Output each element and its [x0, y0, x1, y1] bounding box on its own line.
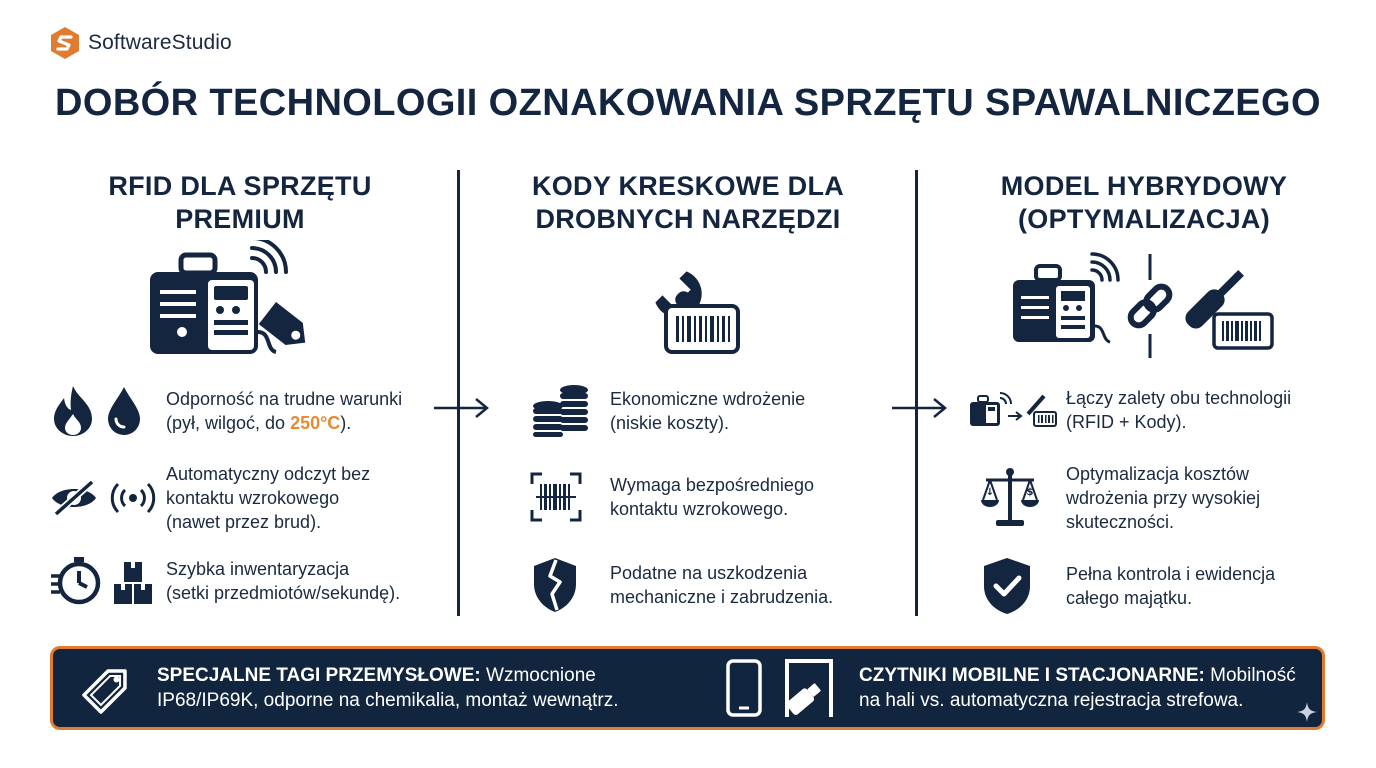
feature-text: Pełna kontrola i ewidencja całego majątku.	[1066, 564, 1276, 608]
brand-name: SoftwareStudio	[88, 31, 232, 54]
column-title: KODY KRESKOWE DLA DROBNYCH NARZĘDZI	[531, 171, 845, 234]
svg-text:↓: ↓	[985, 487, 995, 498]
feature-item	[530, 472, 814, 522]
feature-text: Odporność na trudne warunki (pył, wilgoć, do 250°C).	[166, 389, 403, 433]
shield-check-icon	[980, 556, 1034, 616]
feature-text: Szybka inwentaryzacja (setki przedmiotów/sekundę).	[166, 559, 401, 603]
feature-text: Łączy zalety obu technologii (RFID + Kody).	[1066, 388, 1292, 432]
temperature-highlight: 250°C	[290, 413, 341, 433]
feature-text: Automatyczny odczyt bez kontaktu wzrokowego (nawet przez brud).	[166, 464, 371, 532]
balance-scale-icon	[980, 466, 1040, 530]
coin-stacks-icon	[530, 384, 590, 438]
column-hybrid	[944, 170, 1344, 236]
info-banner	[50, 646, 1325, 730]
arrow-right-icon	[432, 396, 492, 420]
barcode-scan-icon	[530, 472, 582, 522]
stopwatch-icon	[50, 556, 102, 606]
banner-item-readers	[725, 649, 1296, 727]
feature-item	[50, 556, 400, 606]
column-divider	[457, 170, 460, 616]
eye-slash-icon	[50, 478, 98, 518]
industrial-tag-icon	[75, 655, 141, 721]
feature-text: Optymalizacja kosztów wdrożenia przy wysokiej skuteczności.	[1066, 464, 1261, 532]
hybrid-mini-icon	[968, 390, 1058, 430]
smartphone-icon	[725, 658, 763, 718]
brand	[50, 26, 232, 60]
page-title: DOBÓR TECHNOLOGII OZNAKOWANIA SPRZĘTU SPAWALNICZEGO	[55, 82, 1321, 124]
feature-item	[530, 556, 833, 614]
feature-text: Ekonomiczne wdrożenie (niskie koszty).	[610, 389, 806, 433]
feature-item	[980, 462, 1260, 534]
banner-text: CZYTNIKI MOBILNE I STACJONARNE: Mobilność na hali vs. automatyczna rejestracja strefowa.	[859, 665, 1296, 711]
flame-icon	[50, 384, 96, 438]
gate-reader-icon	[773, 657, 835, 719]
sparkle-icon	[1296, 701, 1318, 723]
feature-item	[968, 386, 1291, 434]
banner-text: SPECJALNE TAGI PRZEMYSŁOWE: Wzmocnione IP68/IP69K, odporne na chemikalia, montaż wewnątrz.	[157, 665, 619, 711]
boxes-icon	[112, 556, 154, 606]
wrench-barcode-icon	[618, 256, 744, 356]
column-barcodes	[488, 170, 888, 236]
water-drop-icon	[106, 385, 142, 437]
hybrid-link-icon	[1010, 252, 1280, 360]
feature-item	[50, 462, 370, 534]
column-rfid	[40, 170, 440, 236]
rfid-signal-icon	[108, 481, 158, 515]
welder-rfid-tag-icon	[146, 240, 336, 360]
feature-item	[530, 384, 805, 438]
brand-logo-icon	[50, 26, 80, 60]
banner-item-tags	[75, 649, 619, 727]
feature-text: Wymaga bezpośredniego kontaktu wzrokowego.	[610, 475, 814, 519]
feature-item	[980, 556, 1275, 616]
column-divider	[915, 170, 918, 616]
column-title: MODEL HYBRYDOWY (OPTYMALIZACJA)	[1000, 171, 1288, 234]
feature-item	[50, 384, 402, 438]
feature-text: Podatne na uszkodzenia mechaniczne i zabrudzenia.	[610, 563, 834, 607]
arrow-right-icon	[890, 396, 950, 420]
svg-text:$: $	[1026, 487, 1034, 498]
column-title: RFID DLA SPRZĘTU PREMIUM	[108, 171, 372, 234]
broken-shield-icon	[530, 556, 580, 614]
